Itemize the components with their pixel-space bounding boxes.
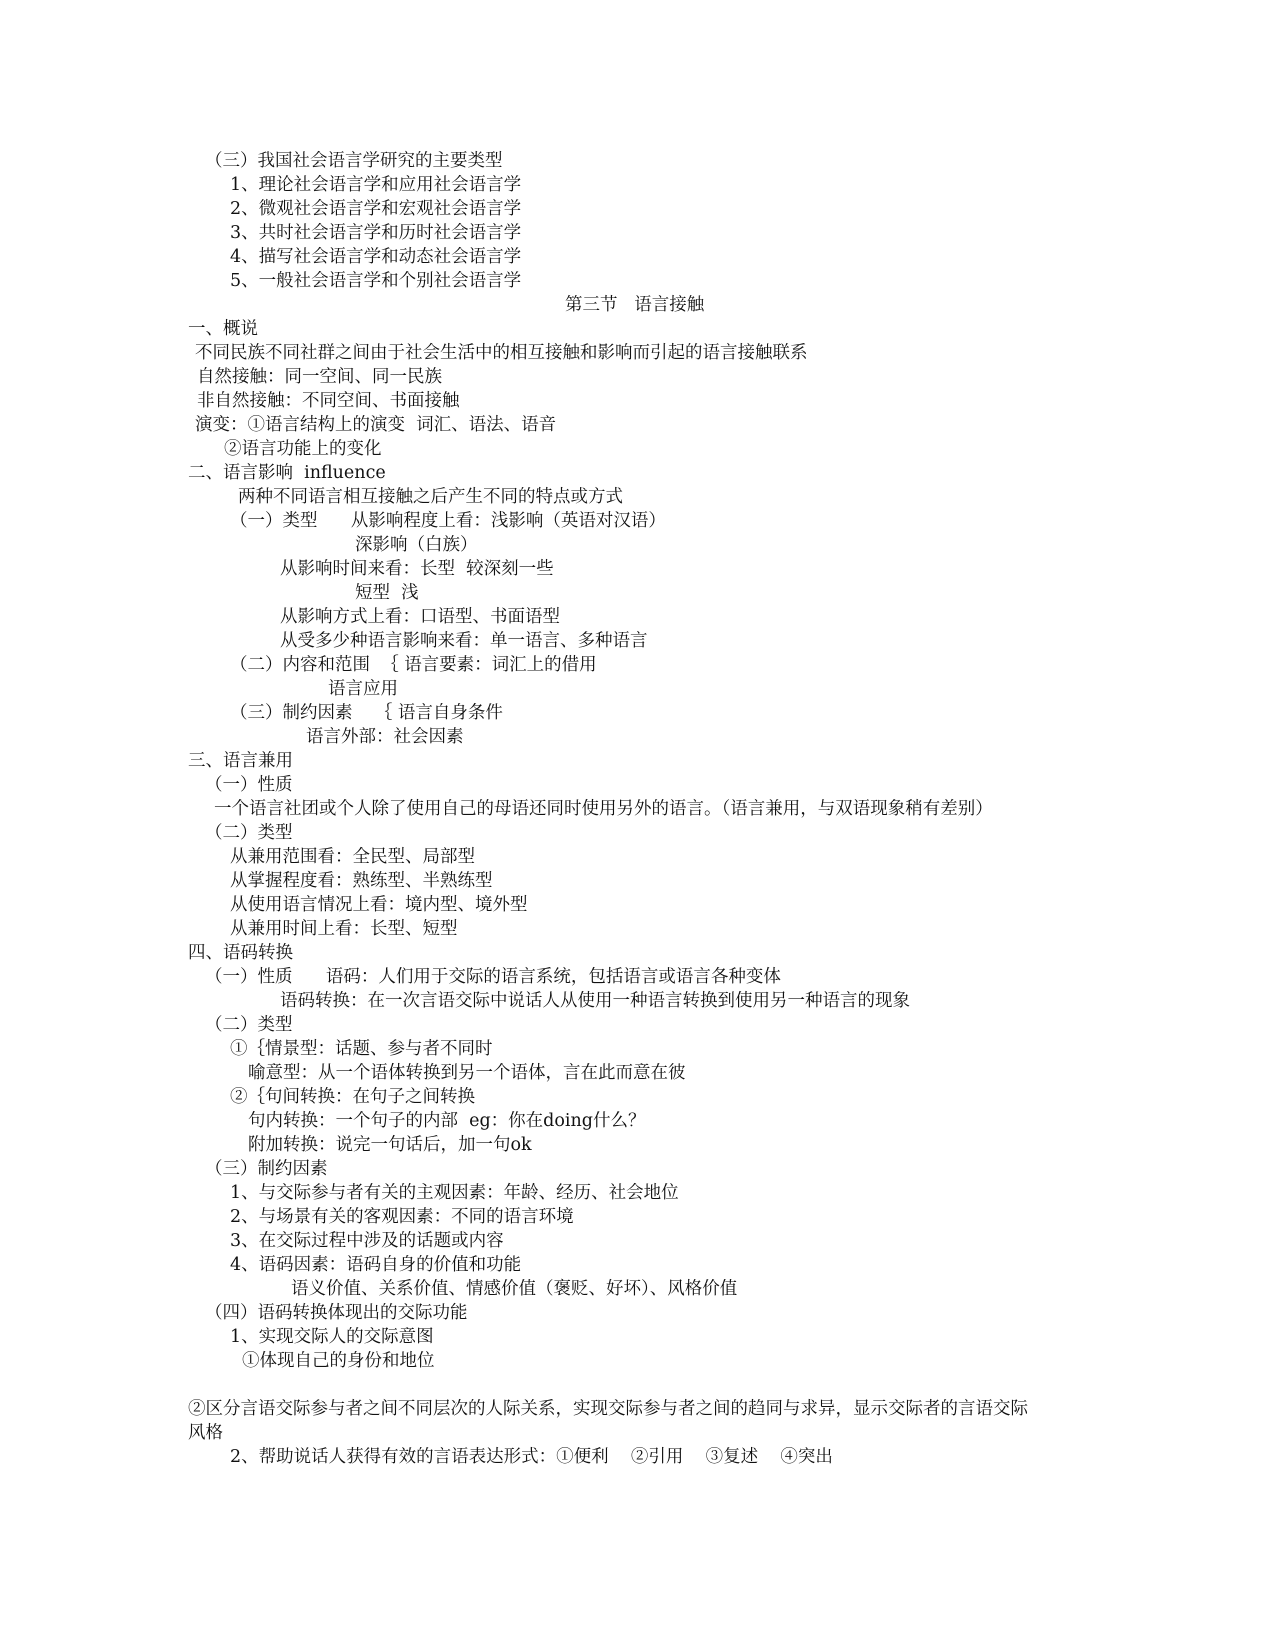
- text-line: 两种不同语言相互接触之后产生不同的特点或方式: [238, 487, 623, 507]
- text-line: 5、一般社会语言学和个别社会语言学: [230, 271, 522, 291]
- text-line: 1、实现交际人的交际意图: [230, 1327, 434, 1347]
- text-line: 4、语码因素：语码自身的价值和功能: [230, 1255, 522, 1275]
- text-line: （二）内容和范围 ｛ 语言要素：词汇上的借用: [230, 655, 597, 675]
- text-line: 语义价值、关系价值、情感价值（褒贬、好坏）、风格价值: [291, 1279, 738, 1299]
- text-line: 短型 浅: [355, 583, 419, 603]
- text-line: 三、语言兼用: [188, 751, 293, 771]
- text-line: 从影响方式上看：口语型、书面语型: [280, 607, 560, 627]
- text-line: 一个语言社团或个人除了使用自己的母语还同时使用另外的语言。（语言兼用，与双语现象稍有差别）: [214, 799, 993, 819]
- text-line: 1、与交际参与者有关的主观因素：年龄、经历、社会地位: [230, 1183, 679, 1203]
- text-line: ②区分言语交际参与者之间不同层次的人际关系，实现交际参与者之间的趋同与求异，显示交际者的言语交际: [188, 1399, 1028, 1419]
- text-line: 3、共时社会语言学和历时社会语言学: [230, 223, 522, 243]
- text-line: （一）类型 从影响程度上看：浅影响（英语对汉语）: [230, 511, 666, 531]
- text-line: 从使用语言情况上看：境内型、境外型: [230, 895, 528, 915]
- text-line: 附加转换：说完一句话后，加一句ok: [248, 1135, 532, 1155]
- text-line: 语言应用: [328, 679, 398, 699]
- text-line: ②｛句间转换：在句子之间转换: [230, 1087, 475, 1107]
- text-line: ①体现自己的身份和地位: [242, 1351, 435, 1371]
- text-line: 3、在交际过程中涉及的话题或内容: [230, 1231, 504, 1251]
- text-line: 从兼用范围看：全民型、局部型: [230, 847, 475, 867]
- text-line: 喻意型：从一个语体转换到另一个语体，言在此而意在彼: [248, 1063, 686, 1083]
- text-line: 4、描写社会语言学和动态社会语言学: [230, 247, 522, 267]
- text-line: ①｛情景型：话题、参与者不同时: [230, 1039, 493, 1059]
- text-line: 2、与场景有关的客观因素：不同的语言环境: [230, 1207, 574, 1227]
- text-line: 从兼用时间上看：长型、短型: [230, 919, 458, 939]
- text-line: 从受多少种语言影响来看：单一语言、多种语言: [280, 631, 648, 651]
- text-line: 第三节 语言接触: [565, 295, 705, 315]
- text-line: 风格: [188, 1423, 223, 1443]
- text-line: 2、微观社会语言学和宏观社会语言学: [230, 199, 522, 219]
- text-line: 不同民族不同社群之间由于社会生活中的相互接触和影响而引起的语言接触联系: [195, 343, 808, 363]
- text-line: 1、理论社会语言学和应用社会语言学: [230, 175, 522, 195]
- text-line: 非自然接触：不同空间、书面接触: [197, 391, 460, 411]
- text-line: 语码转换：在一次言语交际中说话人从使用一种语言转换到使用另一种语言的现象: [280, 991, 910, 1011]
- text-line: 一、概说: [188, 319, 258, 339]
- text-line: （三）我国社会语言学研究的主要类型: [205, 151, 503, 171]
- text-line: 从掌握程度看：熟练型、半熟练型: [230, 871, 493, 891]
- text-line: 自然接触：同一空间、同一民族: [197, 367, 442, 387]
- text-line: 深影响（白族）: [355, 535, 478, 555]
- text-line: （三）制约因素 ｛ 语言自身条件: [230, 703, 503, 723]
- text-line: （二）类型: [205, 1015, 293, 1035]
- text-line: （一）性质 语码：人们用于交际的语言系统，包括语言或语言各种变体: [205, 967, 781, 987]
- text-line: 句内转换：一个句子的内部 eg：你在doing什么？: [248, 1111, 646, 1131]
- text-line: （四）语码转换体现出的交际功能: [205, 1303, 468, 1323]
- text-line: （三）制约因素: [205, 1159, 328, 1179]
- text-line: 2、帮助说话人获得有效的言语表达形式：①便利 ②引用 ③复述 ④突出: [230, 1447, 833, 1467]
- text-line: （二）类型: [205, 823, 293, 843]
- text-line: 二、语言影响 influence: [188, 463, 386, 483]
- text-line: 四、语码转换: [188, 943, 293, 963]
- text-line: ②语言功能上的变化: [224, 439, 382, 459]
- text-line: （一）性质: [205, 775, 293, 795]
- text-line: 语言外部：社会因素: [306, 727, 464, 747]
- text-line: 从影响时间来看：长型 较深刻一些: [280, 559, 554, 579]
- text-line: 演变：①语言结构上的演变 词汇、语法、语音: [195, 415, 557, 435]
